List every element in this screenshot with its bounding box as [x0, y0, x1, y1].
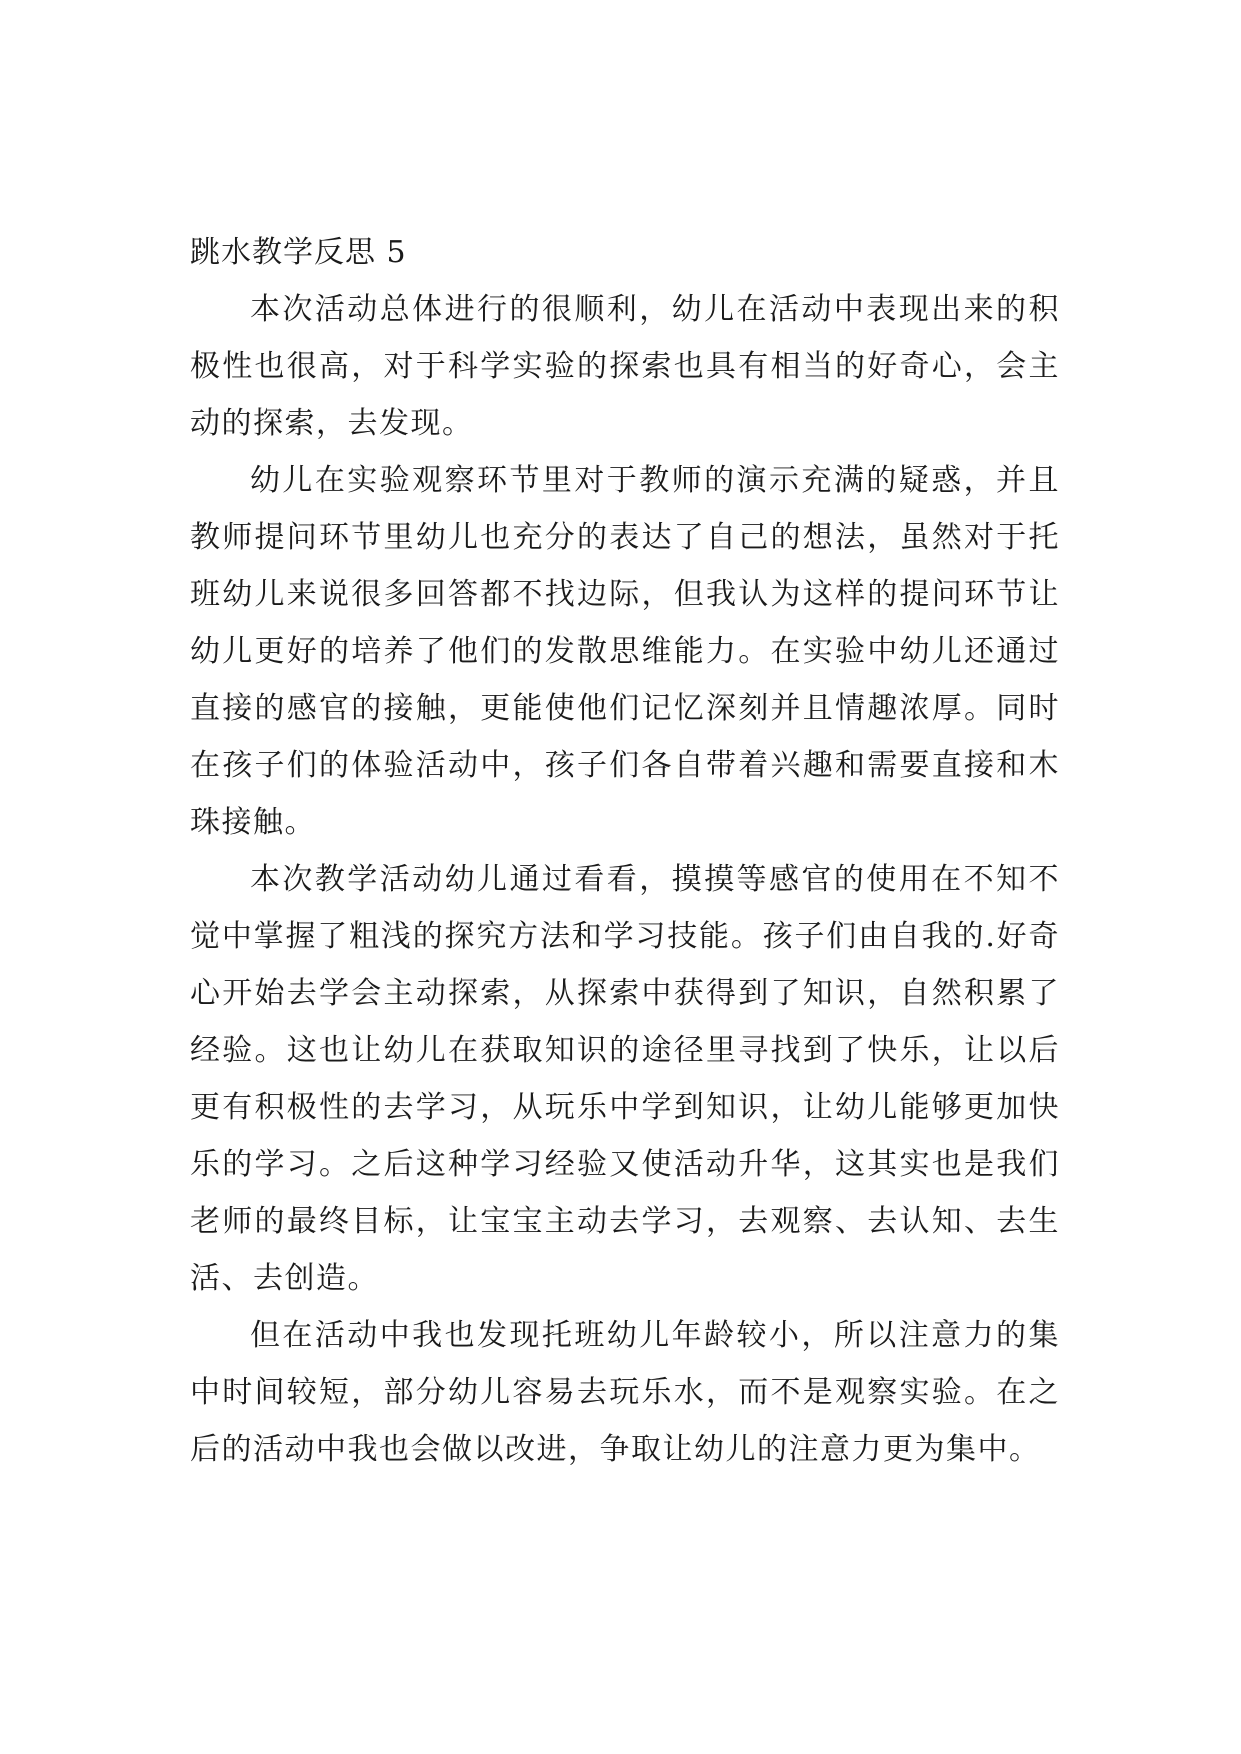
document-body	[190, 224, 1060, 1478]
paragraph-4: 但在活动中我也发现托班幼儿年龄较小，所以注意力的集中时间较短，部分幼儿容易去玩乐水，而不是观察实验。在之后的活动中我也会做以改进，争取让幼儿的注意力更为集中。	[190, 1318, 1060, 1467]
document-title: 跳水教学反思 5	[190, 235, 407, 270]
paragraph-3: 本次教学活动幼儿通过看看，摸摸等感官的使用在不知不觉中掌握了粗浅的探究方法和学习技能。孩子们由自我的.好奇心开始去学会主动探索，从探索中获得到了知识，自然积累了经验。这也让幼儿在获取知识的途径里寻找到了快乐，让以后更有积极性的去学习，从玩乐中学到知识，让幼儿能够更加快乐的学习。之后这种学习经验又使活动升华，这其实也是我们老师的最终目标，让宝宝主动去学习，去观察、去认知、去生活、去创造。	[190, 862, 1060, 1296]
paragraph-2: 幼儿在实验观察环节里对于教师的演示充满的疑惑，并且教师提问环节里幼儿也充分的表达了自己的想法，虽然对于托班幼儿来说很多回答都不找边际，但我认为这样的提问环节让幼儿更好的培养了他们的发散思维能力。在实验中幼儿还通过直接的感官的接触，更能使他们记忆深刻并且情趣浓厚。同时在孩子们的体验活动中，孩子们各自带着兴趣和需要直接和木珠接触。	[190, 463, 1060, 840]
paragraph-1: 本次活动总体进行的很顺利，幼儿在活动中表现出来的积极性也很高，对于科学实验的探索也具有相当的好奇心，会主动的探索，去发现。	[190, 292, 1060, 441]
